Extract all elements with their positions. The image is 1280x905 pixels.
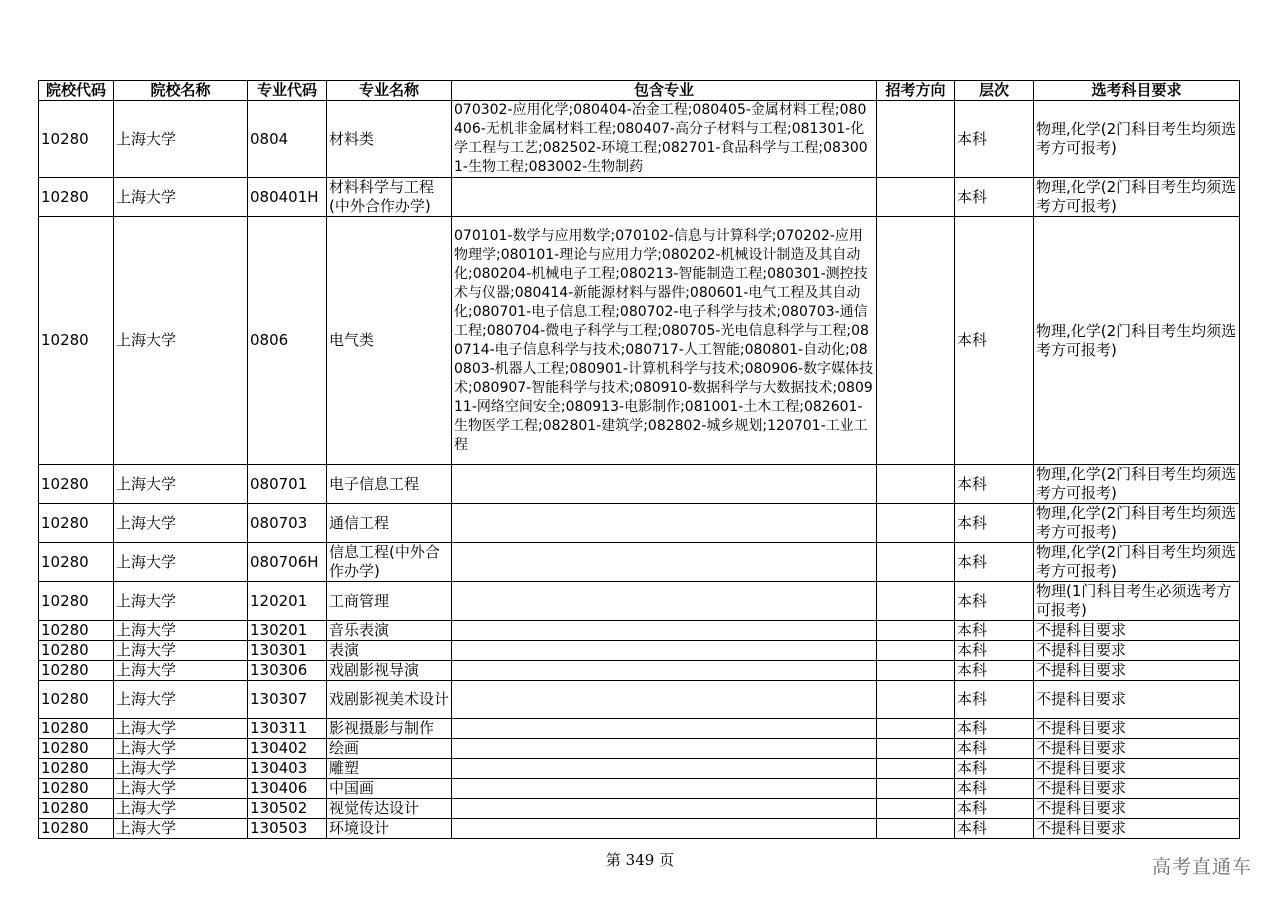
- cell-school-code: 10280: [39, 661, 114, 681]
- cell-school-code: 10280: [39, 681, 114, 719]
- cell-school-code: 10280: [39, 582, 114, 621]
- cell-major-code: 130301: [248, 641, 327, 661]
- header-included-majors: 包含专业: [452, 81, 877, 101]
- cell-direction: [877, 739, 955, 759]
- cell-requirement: 不提科目要求: [1034, 759, 1240, 779]
- header-major-name: 专业名称: [327, 81, 452, 101]
- cell-included-majors: 070101-数学与应用数学;070102-信息与计算科学;070202-应用物理学;080101-理论与应用力学;080202-机械设计制造及其自动化;080204-机械电子工程;080213-智能制造工程;080301-测控技术与仪器;080414-新能源材料与器件;080601-电气工程及其自动化;080701-电子信息工程;080702-电子科学与技术;080703-通信工程;080704-微电子科学与工程;080705-光电信息科学与工程;080714-电子信息科学与技术;080717-人工智能;080801-自动化;080803-机器人工程;080901-计算机科学与技术;080906-数字媒体技术;080907-智能科学与技术;080910-数据科学与大数据技术;080911-网络空间安全;080913-电影制作;081001-土木工程;082601-生物医学工程;082801-建筑学;082802-城乡规划;120701-工业工程: [452, 217, 877, 465]
- cell-major-code: 130307: [248, 681, 327, 719]
- cell-school-name: 上海大学: [114, 465, 248, 504]
- cell-direction: [877, 819, 955, 839]
- cell-school-code: 10280: [39, 719, 114, 739]
- cell-included-majors: [452, 661, 877, 681]
- cell-requirement: 不提科目要求: [1034, 621, 1240, 641]
- table-row: [39, 799, 1240, 819]
- cell-major-name: 环境设计: [327, 819, 452, 839]
- cell-included-majors: [452, 465, 877, 504]
- cell-direction: [877, 101, 955, 178]
- cell-direction: [877, 661, 955, 681]
- cell-major-code: 080703: [248, 504, 327, 543]
- table-row: [39, 543, 1240, 582]
- cell-requirement: 不提科目要求: [1034, 641, 1240, 661]
- cell-major-code: 130406: [248, 779, 327, 799]
- cell-major-code: 080701: [248, 465, 327, 504]
- cell-major-name: 影视摄影与制作: [327, 719, 452, 739]
- cell-major-name: 材料类: [327, 101, 452, 178]
- cell-direction: [877, 719, 955, 739]
- cell-requirement: 不提科目要求: [1034, 681, 1240, 719]
- table-row: [39, 641, 1240, 661]
- cell-major-name: 材料科学与工程(中外合作办学): [327, 178, 452, 217]
- page-number: 第 349 页: [605, 851, 675, 869]
- cell-included-majors: [452, 759, 877, 779]
- cell-level: 本科: [955, 504, 1034, 543]
- cell-level: 本科: [955, 799, 1034, 819]
- table-row: [39, 504, 1240, 543]
- cell-level: 本科: [955, 543, 1034, 582]
- table-row: [39, 101, 1240, 178]
- cell-school-code: 10280: [39, 178, 114, 217]
- cell-requirement: 物理,化学(2门科目考生均须选考方可报考): [1034, 217, 1240, 465]
- table-row: [39, 759, 1240, 779]
- cell-major-code: 0804: [248, 101, 327, 178]
- cell-school-code: 10280: [39, 799, 114, 819]
- cell-major-name: 绘画: [327, 739, 452, 759]
- cell-school-name: 上海大学: [114, 582, 248, 621]
- cell-direction: [877, 217, 955, 465]
- cell-school-code: 10280: [39, 759, 114, 779]
- cell-major-name: 表演: [327, 641, 452, 661]
- table-row: [39, 739, 1240, 759]
- cell-level: 本科: [955, 759, 1034, 779]
- cell-school-code: 10280: [39, 504, 114, 543]
- cell-requirement: 不提科目要求: [1034, 661, 1240, 681]
- cell-requirement: 不提科目要求: [1034, 819, 1240, 839]
- cell-major-name: 电气类: [327, 217, 452, 465]
- header-school-name: 院校名称: [114, 81, 248, 101]
- cell-included-majors: [452, 621, 877, 641]
- cell-major-code: 080706H: [248, 543, 327, 582]
- cell-major-name: 通信工程: [327, 504, 452, 543]
- cell-major-name: 工商管理: [327, 582, 452, 621]
- cell-level: 本科: [955, 661, 1034, 681]
- table-row: [39, 465, 1240, 504]
- cell-requirement: 不提科目要求: [1034, 799, 1240, 819]
- majors-table: [38, 80, 1240, 839]
- cell-included-majors: [452, 799, 877, 819]
- cell-requirement: 物理,化学(2门科目考生均须选考方可报考): [1034, 543, 1240, 582]
- cell-included-majors: [452, 739, 877, 759]
- cell-school-name: 上海大学: [114, 217, 248, 465]
- cell-requirement: 物理,化学(2门科目考生均须选考方可报考): [1034, 101, 1240, 178]
- cell-level: 本科: [955, 719, 1034, 739]
- cell-major-code: 130403: [248, 759, 327, 779]
- cell-school-name: 上海大学: [114, 621, 248, 641]
- cell-school-name: 上海大学: [114, 799, 248, 819]
- cell-school-name: 上海大学: [114, 641, 248, 661]
- cell-requirement: 不提科目要求: [1034, 779, 1240, 799]
- cell-major-name: 视觉传达设计: [327, 799, 452, 819]
- cell-included-majors: [452, 779, 877, 799]
- cell-direction: [877, 779, 955, 799]
- cell-major-name: 中国画: [327, 779, 452, 799]
- cell-level: 本科: [955, 621, 1034, 641]
- cell-school-name: 上海大学: [114, 661, 248, 681]
- cell-direction: [877, 681, 955, 719]
- cell-direction: [877, 799, 955, 819]
- cell-level: 本科: [955, 101, 1034, 178]
- header-level: 层次: [955, 81, 1034, 101]
- header-requirement: 选考科目要求: [1034, 81, 1240, 101]
- cell-school-code: 10280: [39, 217, 114, 465]
- cell-included-majors: [452, 819, 877, 839]
- cell-requirement: 物理(1门科目考生必须选考方可报考): [1034, 582, 1240, 621]
- cell-school-name: 上海大学: [114, 719, 248, 739]
- cell-major-name: 戏剧影视美术设计: [327, 681, 452, 719]
- header-school-code: 院校代码: [39, 81, 114, 101]
- cell-included-majors: 070302-应用化学;080404-冶金工程;080405-金属材料工程;080406-无机非金属材料工程;080407-高分子材料与工程;081301-化学工程与工艺;082502-环境工程;082701-食品科学与工程;083001-生物工程;083002-生物制药: [452, 101, 877, 178]
- cell-school-code: 10280: [39, 621, 114, 641]
- cell-requirement: 不提科目要求: [1034, 739, 1240, 759]
- cell-school-name: 上海大学: [114, 504, 248, 543]
- cell-level: 本科: [955, 779, 1034, 799]
- cell-major-name: 信息工程(中外合作办学): [327, 543, 452, 582]
- cell-requirement: 不提科目要求: [1034, 719, 1240, 739]
- header-direction: 招考方向: [877, 81, 955, 101]
- table-row: [39, 719, 1240, 739]
- cell-major-name: 戏剧影视导演: [327, 661, 452, 681]
- cell-level: 本科: [955, 739, 1034, 759]
- cell-school-name: 上海大学: [114, 681, 248, 719]
- cell-major-code: 080401H: [248, 178, 327, 217]
- cell-included-majors: [452, 178, 877, 217]
- cell-school-code: 10280: [39, 465, 114, 504]
- table-row: [39, 819, 1240, 839]
- cell-level: 本科: [955, 217, 1034, 465]
- cell-level: 本科: [955, 819, 1034, 839]
- cell-included-majors: [452, 681, 877, 719]
- cell-level: 本科: [955, 681, 1034, 719]
- table-row: [39, 621, 1240, 641]
- table-row: [39, 681, 1240, 719]
- cell-school-name: 上海大学: [114, 543, 248, 582]
- table-row: [39, 661, 1240, 681]
- cell-school-name: 上海大学: [114, 779, 248, 799]
- cell-school-name: 上海大学: [114, 101, 248, 178]
- cell-major-name: 音乐表演: [327, 621, 452, 641]
- cell-major-code: 120201: [248, 582, 327, 621]
- cell-major-code: 130201: [248, 621, 327, 641]
- cell-direction: [877, 465, 955, 504]
- cell-level: 本科: [955, 641, 1034, 661]
- table-row: [39, 178, 1240, 217]
- cell-school-code: 10280: [39, 641, 114, 661]
- cell-included-majors: [452, 582, 877, 621]
- cell-school-name: 上海大学: [114, 759, 248, 779]
- cell-major-name: 电子信息工程: [327, 465, 452, 504]
- cell-school-code: 10280: [39, 779, 114, 799]
- cell-level: 本科: [955, 582, 1034, 621]
- cell-school-code: 10280: [39, 543, 114, 582]
- cell-direction: [877, 582, 955, 621]
- cell-included-majors: [452, 719, 877, 739]
- cell-school-code: 10280: [39, 819, 114, 839]
- cell-major-code: 130402: [248, 739, 327, 759]
- cell-requirement: 物理,化学(2门科目考生均须选考方可报考): [1034, 465, 1240, 504]
- watermark: 高考直通车: [1151, 856, 1252, 878]
- cell-major-code: 130503: [248, 819, 327, 839]
- cell-direction: [877, 641, 955, 661]
- cell-major-code: 130306: [248, 661, 327, 681]
- cell-school-name: 上海大学: [114, 739, 248, 759]
- cell-level: 本科: [955, 465, 1034, 504]
- cell-major-name: 雕塑: [327, 759, 452, 779]
- cell-direction: [877, 178, 955, 217]
- cell-level: 本科: [955, 178, 1034, 217]
- cell-included-majors: [452, 504, 877, 543]
- cell-requirement: 物理,化学(2门科目考生均须选考方可报考): [1034, 178, 1240, 217]
- cell-school-name: 上海大学: [114, 819, 248, 839]
- cell-direction: [877, 621, 955, 641]
- cell-direction: [877, 543, 955, 582]
- cell-included-majors: [452, 641, 877, 661]
- cell-direction: [877, 504, 955, 543]
- cell-school-code: 10280: [39, 739, 114, 759]
- header-row: [39, 81, 1240, 101]
- table-row: [39, 779, 1240, 799]
- cell-major-code: 0806: [248, 217, 327, 465]
- cell-major-code: 130311: [248, 719, 327, 739]
- cell-major-code: 130502: [248, 799, 327, 819]
- table-row: [39, 582, 1240, 621]
- cell-school-name: 上海大学: [114, 178, 248, 217]
- table-row: [39, 217, 1240, 465]
- cell-requirement: 物理,化学(2门科目考生均须选考方可报考): [1034, 504, 1240, 543]
- cell-school-code: 10280: [39, 101, 114, 178]
- cell-direction: [877, 759, 955, 779]
- header-major-code: 专业代码: [248, 81, 327, 101]
- cell-included-majors: [452, 543, 877, 582]
